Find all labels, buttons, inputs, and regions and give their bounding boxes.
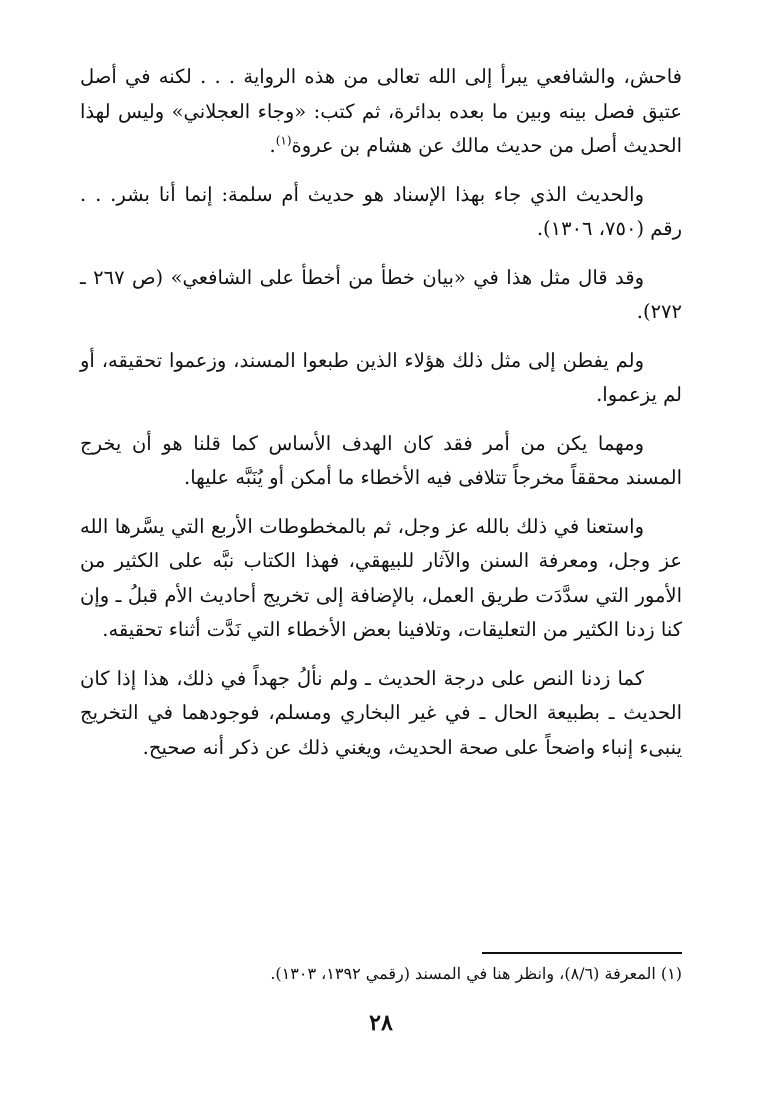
- paragraph-7: [80, 662, 682, 766]
- paragraph-1-end: .: [269, 134, 276, 157]
- paragraph-5-text: ومهما يكن من أمر فقد كان الهدف الأساس كما قلنا هو أن يخرج المسند محققاً مخرجاً تتلافى فيه الأخطاء ما أمكن أو يُنَبَّه عليها.: [80, 431, 682, 489]
- paragraph-1-text: فاحش، والشافعي يبرأ إلى الله تعالى من هذه الرواية . . . لكنه في أصل عتيق فصل بينه وبين ما بعده بدائرة، ثم كتب: «وجاء العجلاني» وليس لهذا الحديث أصل من حديث مالك عن هشام بن عروة: [80, 65, 682, 157]
- paragraph-6-text: واستعنا في ذلك بالله عز وجل، ثم بالمخطوطات الأربع التي يسَّرها الله عز وجل، ومعرفة السنن والآثار للبيهقي، فهذا الكتاب نبَّه على الكثير من الأمور التي سدَّدَت طريق العمل، بالإضافة إلى تخريج أحاديث الأم قبلُ ـ وإن كنا زدنا الكثير من التعليقات، وتلافينا بعض الأخطاء التي نَدَّت أثناء تحقيقه.: [80, 514, 682, 641]
- footnote-separator: [482, 952, 682, 954]
- paragraph-2-text: والحديث الذي جاء بهذا الإسناد هو حديث أم سلمة: إنما أنا بشر. . . رقم (٧٥٠، ١٣٠٦).: [80, 182, 682, 240]
- paragraph-1: [80, 60, 682, 164]
- paragraph-4-text: ولم يفطن إلى مثل ذلك هؤلاء الذين طبعوا المسند، وزعموا تحقيقه، أو لم يزعموا.: [80, 348, 682, 406]
- paragraph-3: [80, 261, 682, 330]
- page-number: ٢٨: [369, 1010, 393, 1036]
- paragraph-2: [80, 178, 682, 247]
- paragraph-6: [80, 510, 682, 648]
- body-text: [80, 60, 682, 779]
- paragraph-4: [80, 344, 682, 413]
- paragraph-7-text: كما زدنا النص على درجة الحديث ـ ولم نألُ جهداً في ذلك، هذا إذا كان الحديث ـ بطبيعة الحال ـ في غير البخاري ومسلم، فوجودهما في التخريج ينبىء إنباء واضحاً على صحة الحديث، ويغني ذلك عن ذكر أنه صحيح.: [80, 666, 682, 759]
- footnote-reference: (١): [275, 133, 292, 148]
- footnote: [80, 962, 682, 986]
- paragraph-3-text: وقد قال مثل هذا في «بيان خطأ من أخطأ على الشافعي» (ص ٢٦٧ ـ ٢٧٢).: [80, 265, 682, 323]
- paragraph-5: [80, 427, 682, 496]
- footnote-text: (١) المعرفة (٨/٦)، وانظر هنا في المسند (رقمي ١٣٩٢، ١٣٠٣).: [270, 964, 682, 983]
